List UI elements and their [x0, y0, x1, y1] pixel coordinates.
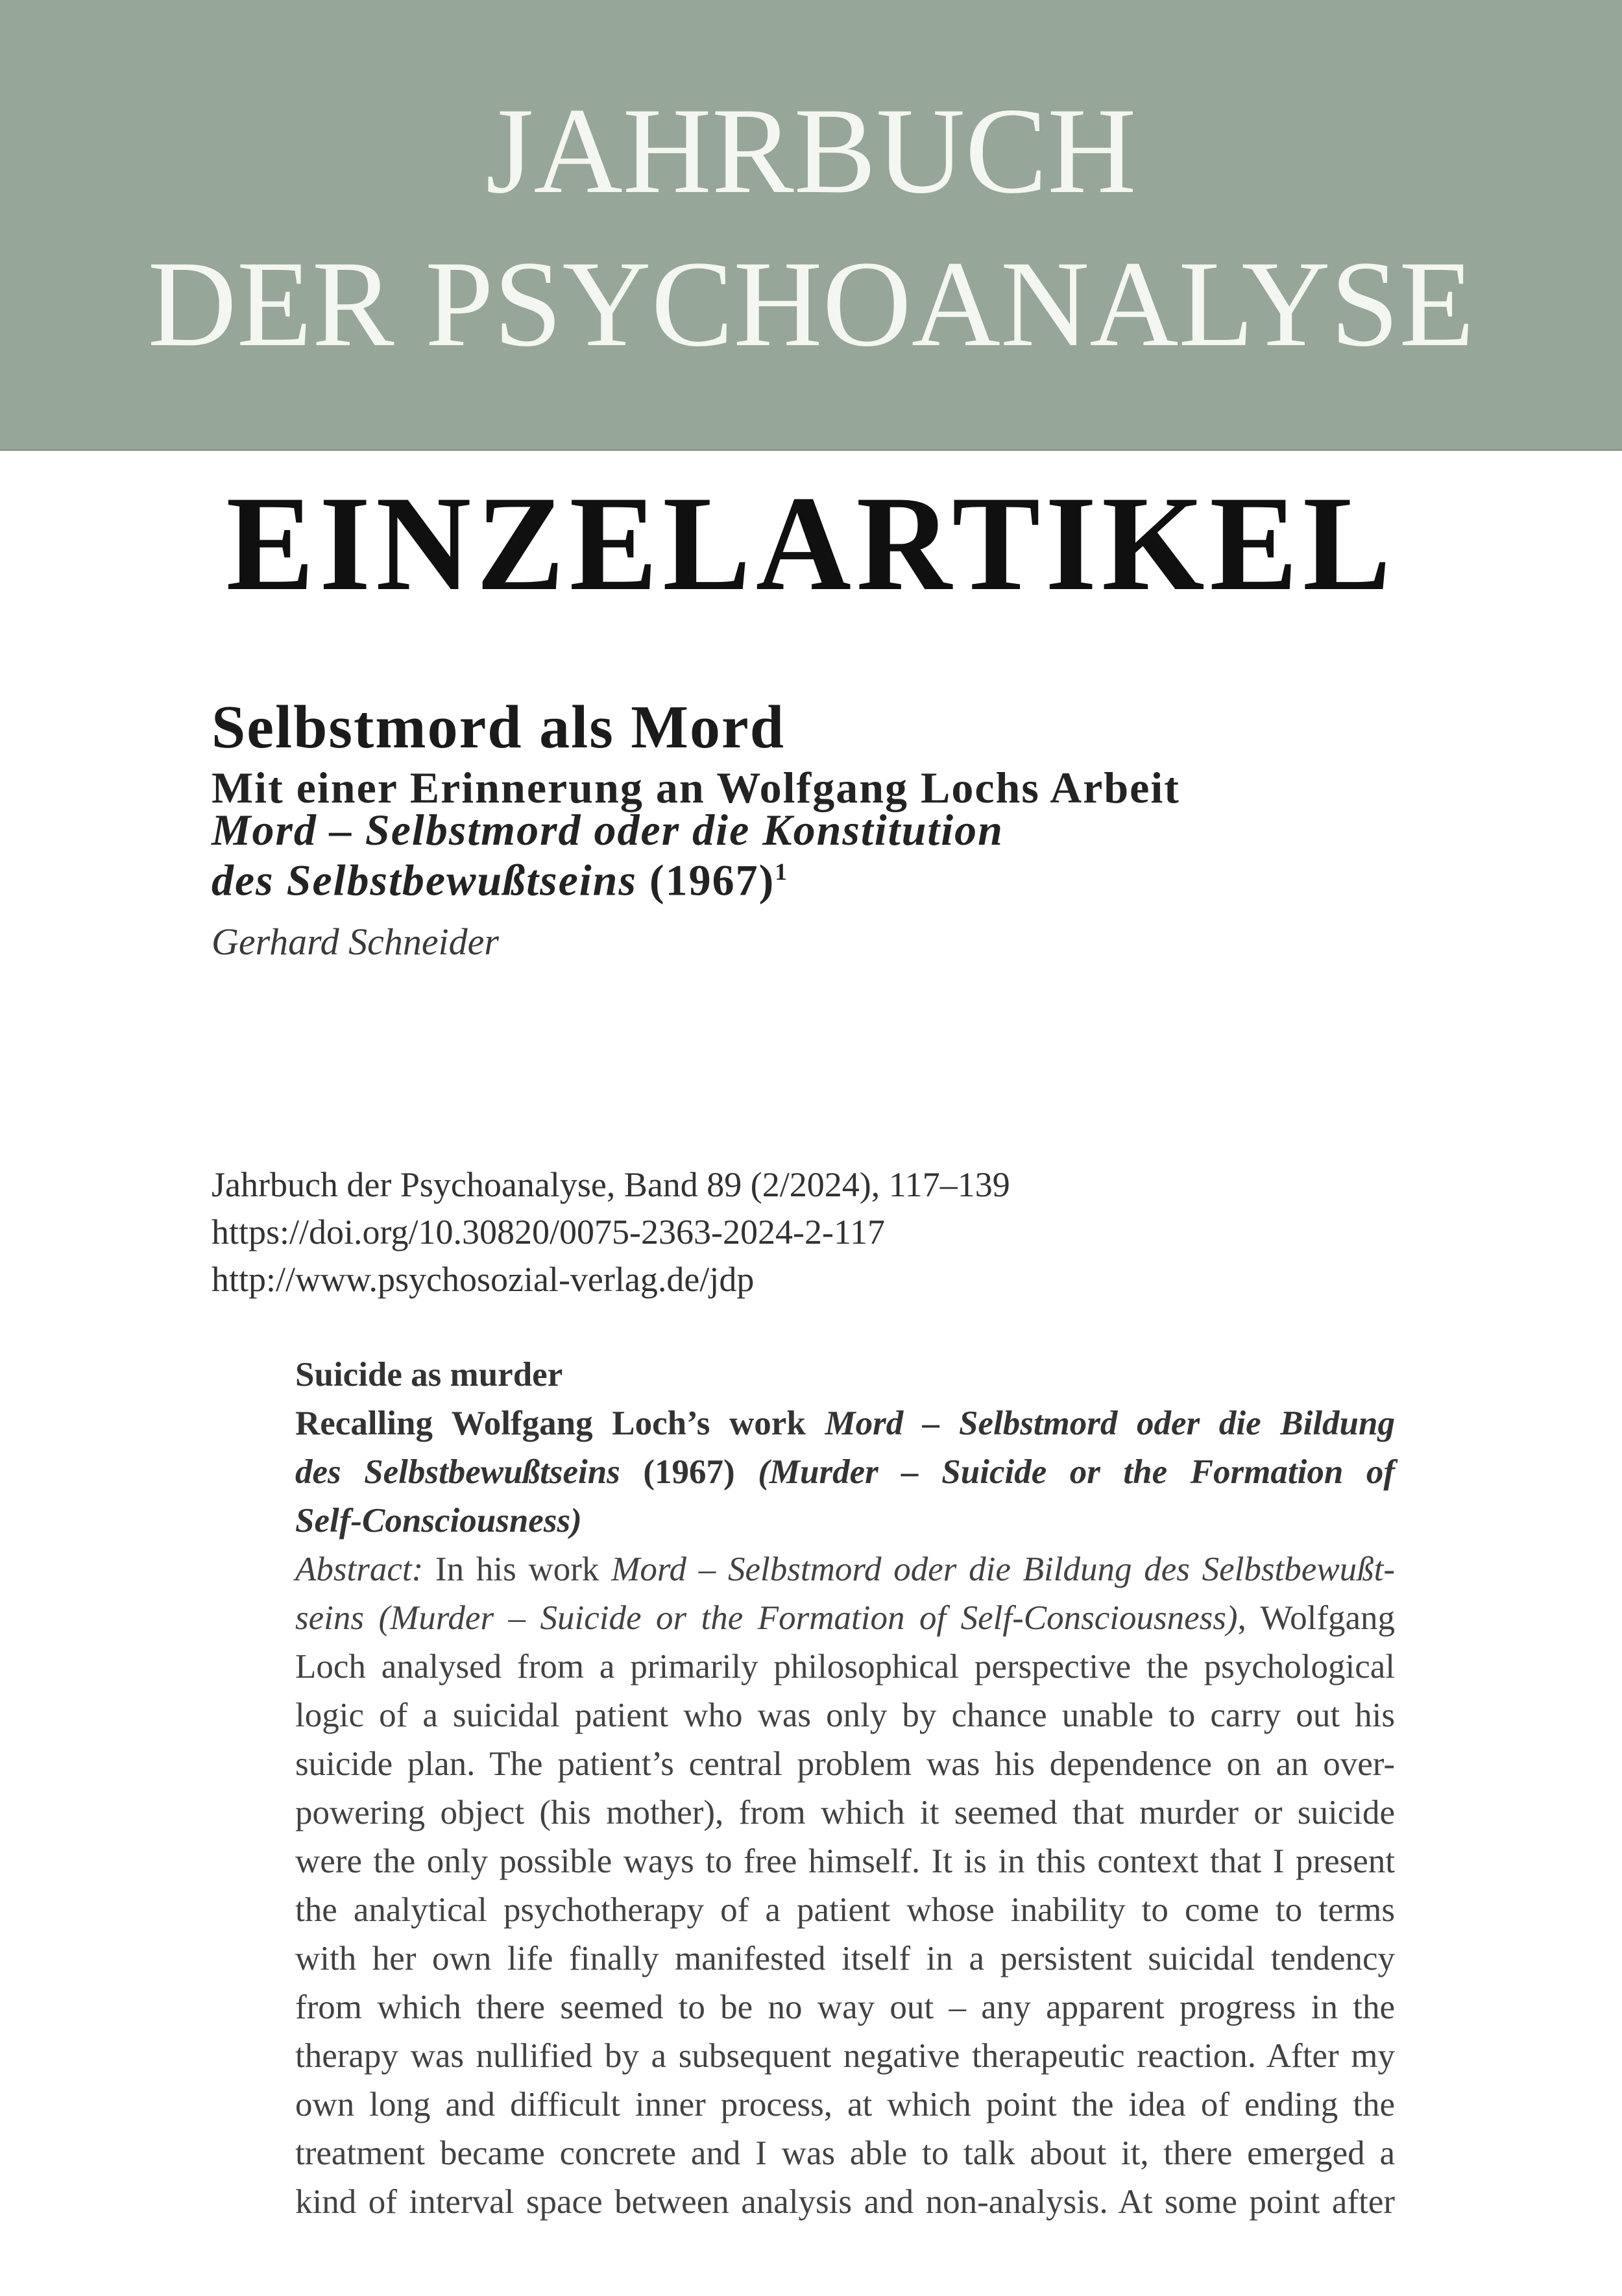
abstract-text-line: treatment became concrete and I was able to talk about it, there emerged a [295, 2134, 1395, 2172]
abstract-heading-line: des Selbstbewußtseins (1967) (Murder – Suicide or the Formation of [295, 1453, 1395, 1491]
journal-banner [0, 0, 1622, 451]
author-name: Gerhard Schneider [212, 921, 499, 963]
abstract-text-line: from which there seemed to be no way out – any apparent progress in the [295, 1988, 1395, 2026]
subtitle-line3: des Selbstbewußtseins $(1967)^1$ [212, 855, 788, 905]
abstract-text-line: were the only possible ways to free himself. It is in this context that I present [295, 1843, 1395, 1880]
citation-block [212, 1161, 1010, 1303]
article-title: Selbstmord als Mord [212, 694, 785, 761]
citation-journal-line: Jahrbuch der Psychoanalyse, Band 89 (2/2024), 117–139 [212, 1165, 1010, 1204]
abstract-text-line: the analytical psychotherapy of a patient whose inability to come to terms [295, 1891, 1395, 1929]
abstract-heading-line: Recalling Wolfgang Loch’s work Mord – Selbstmord oder die Bildung [295, 1405, 1395, 1442]
abstract-heading-line: Self-Consciousness) [295, 1502, 582, 1540]
journal-name-line2: DER PSYCHOANALYSE [147, 236, 1475, 372]
subtitle-line2: Mord – Selbstmord oder die Konstitution [212, 805, 1004, 854]
abstract-text-line: with her own life finally manifested itself in a persistent suicidal tendency [295, 1940, 1395, 1977]
abstract-text-line: suicide plan. The patient’s central problem was his dependence on an over- [295, 1745, 1395, 1783]
abstract-text-line: logic of a suicidal patient who was only by chance unable to carry out his [295, 1697, 1395, 1734]
abstract-text-line: seins (Murder – Suicide or the Formation of Self-Consciousness), Wolfgang [295, 1599, 1395, 1637]
abstract-text-line: Abstract: In his work Mord – Selbstmord oder die Bildung des Selbstbewußt- [295, 1551, 1395, 1588]
abstract-block [295, 1351, 1395, 2227]
article-subtitle [212, 763, 1180, 905]
abstract-text-line: powering object (his mother), from which it seemed that murder or suicide [295, 1794, 1395, 1831]
abstract-text-line: Loch analysed from a primarily philosophical perspective the psychological [295, 1648, 1395, 1686]
abstract-text-line: kind of interval space between analysis and non-analysis. At some point after [295, 2183, 1395, 2221]
abstract-text-line: own long and difficult inner process, at which point the idea of ending the [295, 2086, 1395, 2123]
citation-url-link[interactable]: http://www.psychosozial-verlag.de/jdp [212, 1260, 755, 1299]
journal-name-line1: JAHRBUCH [485, 83, 1137, 219]
subtitle-line1: Mit einer Erinnerung an Wolfgang Lochs Arbeit [212, 763, 1180, 812]
section-heading: EINZELARTIKEL [226, 468, 1396, 619]
abstract-text-line: therapy was nullified by a subsequent negative therapeutic reaction. After my [295, 2037, 1395, 2075]
citation-doi-link[interactable]: https://doi.org/10.30820/0075-2363-2024-2-117 [212, 1213, 885, 1251]
abstract-heading-line: Suicide as murder [295, 1356, 563, 1394]
